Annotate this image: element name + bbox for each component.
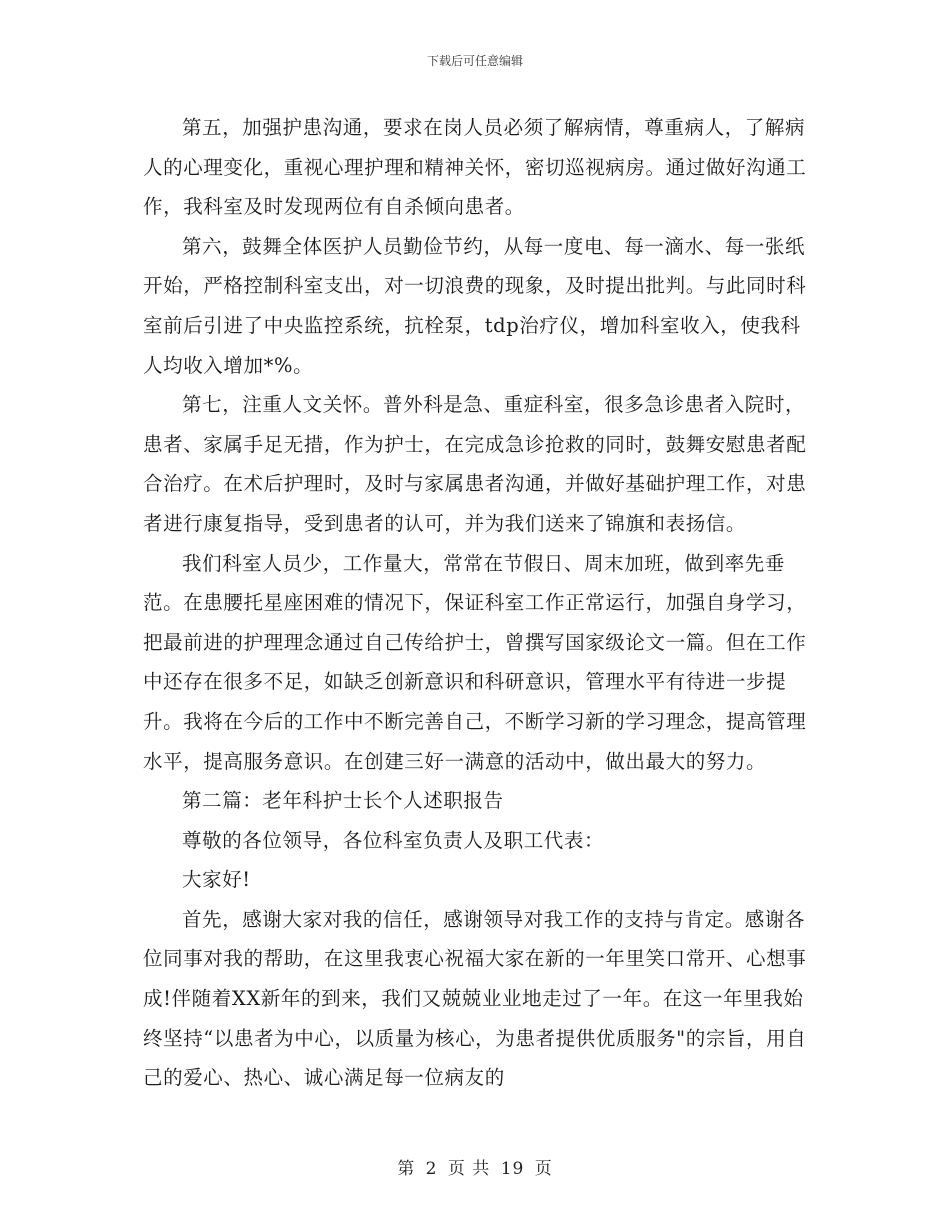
paragraph-fifth: 第五，加强护患沟通，要求在岗人员必须了解病情，尊重病人，了解病人的心理变化，重视心理护理和精神关怀，密切巡视病房。通过做好沟通工作，我科室及时发现两位有自杀倾向患者。 <box>143 116 807 219</box>
paragraph-seventh: 第七，注重人文关怀。普外科是急、重症科室，很多急诊患者入院时，患者、家属手足无措，作为护士，在完成急诊抢救的同时，鼓舞安慰患者配合治疗。在术后护理时，及时与家属患者沟通，并做好基础护理工作，对患者进行康复指导，受到患者的认可，并为我们送来了锦旗和表扬信。 <box>143 393 807 535</box>
paragraph-thanks: 首先，感谢大家对我的信任，感谢领导对我工作的支持与肯定。感谢各位同事对我的帮助，在这里我衷心祝福大家在新的一年里笑口常开、心想事成!伴随着XX新年的到来，我们又兢兢业业地走过了一年。在这一年里我始终坚持“以患者为中心，以质量为核心，为患者提供优质服务"的宗旨，用自己的爱心、热心、诚心满足每一位病友的 <box>143 907 807 1090</box>
salutation: 尊敬的各位领导，各位科室负责人及职工代表： <box>182 828 605 852</box>
footer-middle: 页 共 <box>447 1159 491 1179</box>
page-header-note: 下载后可任意编辑 <box>426 54 523 68</box>
document-body <box>143 108 808 1098</box>
footer-prefix: 第 <box>397 1159 416 1179</box>
section-title: 第二篇：老年科护士长个人述职报告 <box>182 789 504 813</box>
paragraph-sixth: 第六，鼓舞全体医护人员勤俭节约，从每一度电、每一滴水、每一张纸开始，严格控制科室支出，对一切浪费的现象，及时提出批判。与此同时科室前后引进了中央监控系统，抗栓泵，tdp治疗仪，增加科室收入，使我科人均收入增加*%。 <box>143 234 807 377</box>
page-footer <box>0 1154 950 1179</box>
greeting: 大家好! <box>182 868 251 892</box>
footer-current-page: 2 <box>425 1159 438 1179</box>
footer-total-pages: 19 <box>500 1159 525 1179</box>
footer-suffix: 页 <box>534 1159 553 1179</box>
paragraph-summary: 我们科室人员少，工作量大，常常在节假日、周末加班，做到率先垂范。在患腰托星座困难的情况下，保证科室工作正常运行，加强自身学习，把最前进的护理理念通过自己传给护士，曾撰写国家级论文一篇。但在工作中还存在很多不足，如缺乏创新意识和科研意识，管理水平有待进一步提升。我将在今后的工作中不断完善自己，不断学习新的学习理念，提高管理水平，提高服务意识。在创建三好一满意的活动中，做出最大的努力。 <box>143 551 807 773</box>
